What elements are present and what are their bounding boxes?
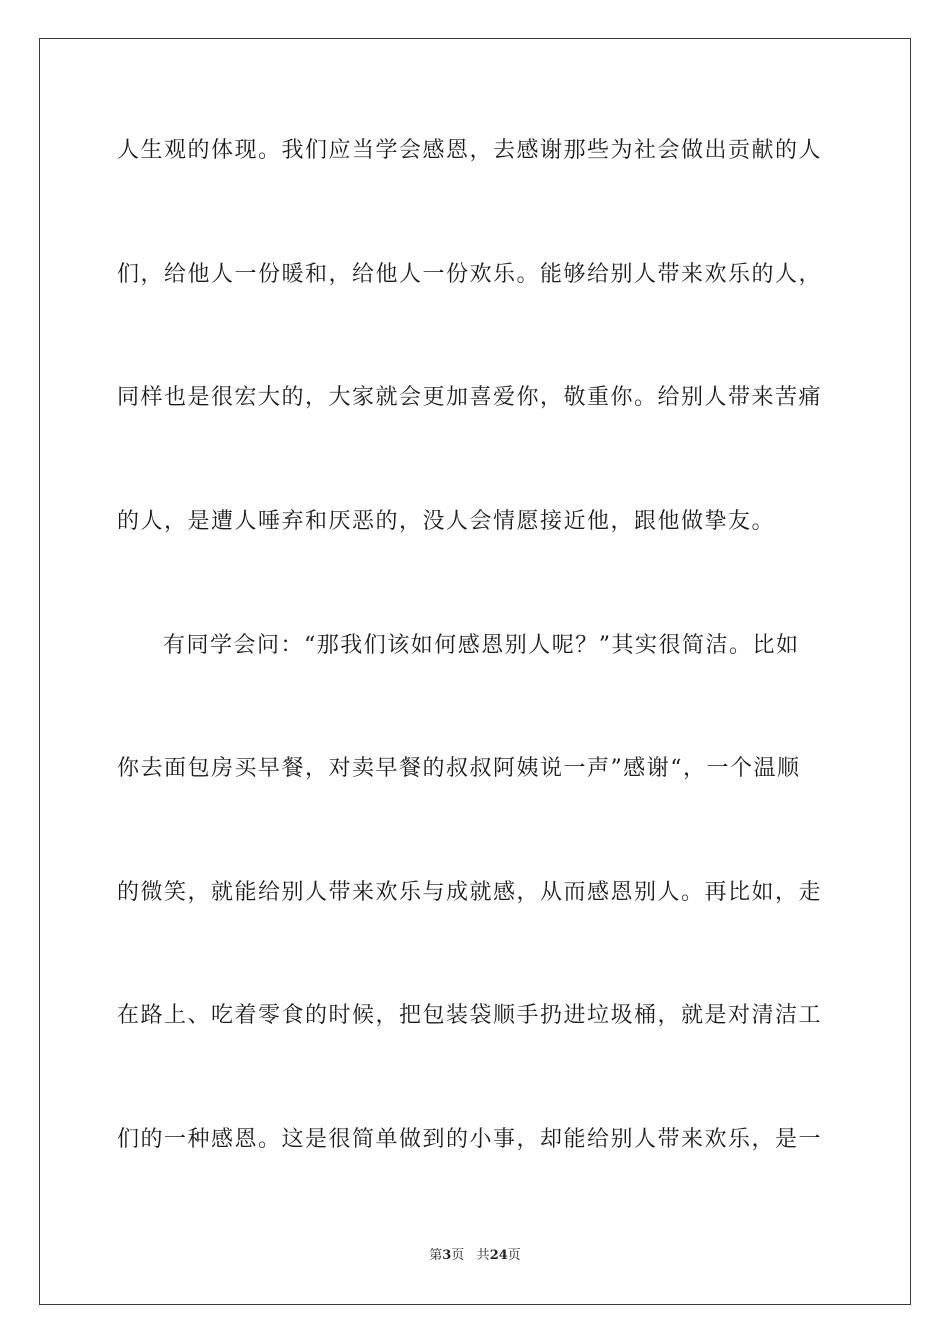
body-text-line: 们的一种感恩。这是很简单做到的小事，却能给别人带来欢乐，是一: [117, 1127, 823, 1152]
body-text-line: 同样也是很宏大的，大家就会更加喜爱你，敬重你。给别人带来苦痛: [117, 385, 823, 410]
page-footer: [0, 1247, 950, 1265]
body-text-line: 的人，是遭人唾弃和厌恶的，没人会情愿接近他，跟他做挚友。: [117, 509, 776, 534]
page-border: [39, 38, 911, 1305]
total-suffix: 页: [507, 1248, 521, 1263]
body-text-line: 的微笑，就能给别人带来欢乐与成就感，从而感恩别人。再比如，走: [117, 880, 823, 905]
total-pages: 24: [489, 1248, 508, 1263]
page-prefix: 第: [429, 1248, 443, 1263]
body-text-line: 在路上、吃着零食的时候，把包装袋顺手扔进垃圾桶，就是对清洁工: [117, 1003, 823, 1028]
body-text-line: 人生观的体现。我们应当学会感恩，去感谢那些为社会做出贡献的人: [117, 138, 823, 163]
body-text-line: 们，给他人一份暖和，给他人一份欢乐。能够给别人带来欢乐的人，: [117, 262, 823, 287]
page-suffix: 页: [451, 1248, 465, 1263]
total-prefix: 共: [476, 1248, 490, 1263]
page-number: 3: [442, 1248, 452, 1263]
body-text-line: 你去面包房买早餐，对卖早餐的叔叔阿姨说一声”感谢“，一个温顺: [117, 756, 801, 781]
paragraph-first-line: 有同学会问：“那我们该如何感恩别人呢？”其实很简洁。比如: [163, 633, 800, 658]
